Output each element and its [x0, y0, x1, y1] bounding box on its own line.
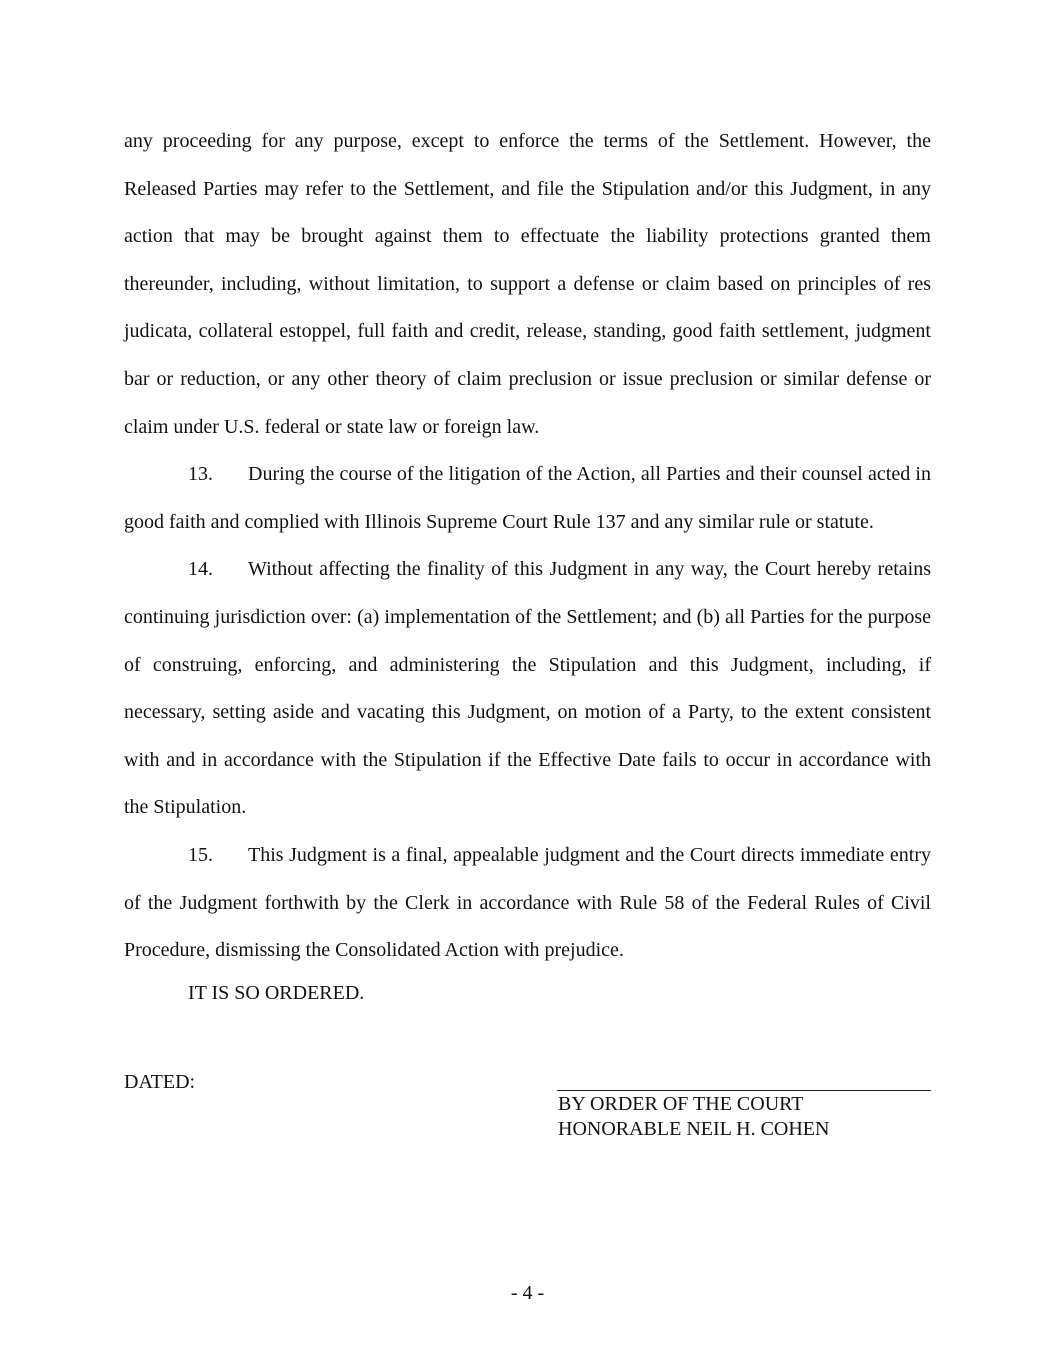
signature-line-1: BY ORDER OF THE COURT	[558, 1093, 804, 1115]
dated-label: DATED:	[124, 1071, 196, 1093]
paragraph-number: 13.	[188, 463, 213, 486]
closing-order: IT IS SO ORDERED.	[188, 982, 365, 1004]
paragraph-number: 14.	[188, 558, 213, 581]
paragraph-13	[124, 451, 931, 546]
paragraph-number: 15.	[188, 843, 213, 866]
paragraph-text: Without affecting the finality of this Judgment in any way, the Court hereby retains continuing jurisdiction over: (a) implementation of the Settlement; and (b) all Parties for the purpose of construing, enforcing, and administering the Stipulation and this Judgment, including, if necessary, setting aside and vacating this Judgment, on motion of a Party, to the extent consistent with and in accordance with the Stipulation if the Effective Date fails to occur in accordance with the Stipulation.	[124, 558, 931, 819]
document-body	[124, 118, 931, 975]
paragraph-text: During the course of the litigation of the Action, all Parties and their counsel acted in good faith and complied with Illinois Supreme Court Rule 137 and any similar rule or statute.	[124, 463, 931, 533]
signature-line	[557, 1090, 931, 1091]
continuation-paragraph: any proceeding for any purpose, except to enforce the terms of the Settlement. However, the Released Parties may refer to the Settlement, and file the Stipulation and/or this Judgment, in any action that may be brought against them to effectuate the liability protections granted them thereunder, including, without limitation, to support a defense or claim based on principles of res judicata, collateral estoppel, full faith and credit, release, standing, good faith settlement, judgment bar or reduction, or any other theory of claim preclusion or issue preclusion or similar defense or claim under U.S. federal or state law or foreign law.	[124, 130, 931, 438]
paragraph-15	[124, 832, 931, 975]
page-number: - 4 -	[510, 1282, 545, 1304]
paragraph-14	[124, 546, 931, 832]
signature-line-2: HONORABLE NEIL H. COHEN	[558, 1118, 830, 1140]
signature-block	[558, 1092, 829, 1142]
paragraph-text: This Judgment is a final, appealable judgment and the Court directs immediate entry of the Judgment forthwith by the Clerk in accordance with Rule 58 of the Federal Rules of Civil Procedure, dismissing the Consolidated Action with prejudice.	[124, 843, 931, 962]
